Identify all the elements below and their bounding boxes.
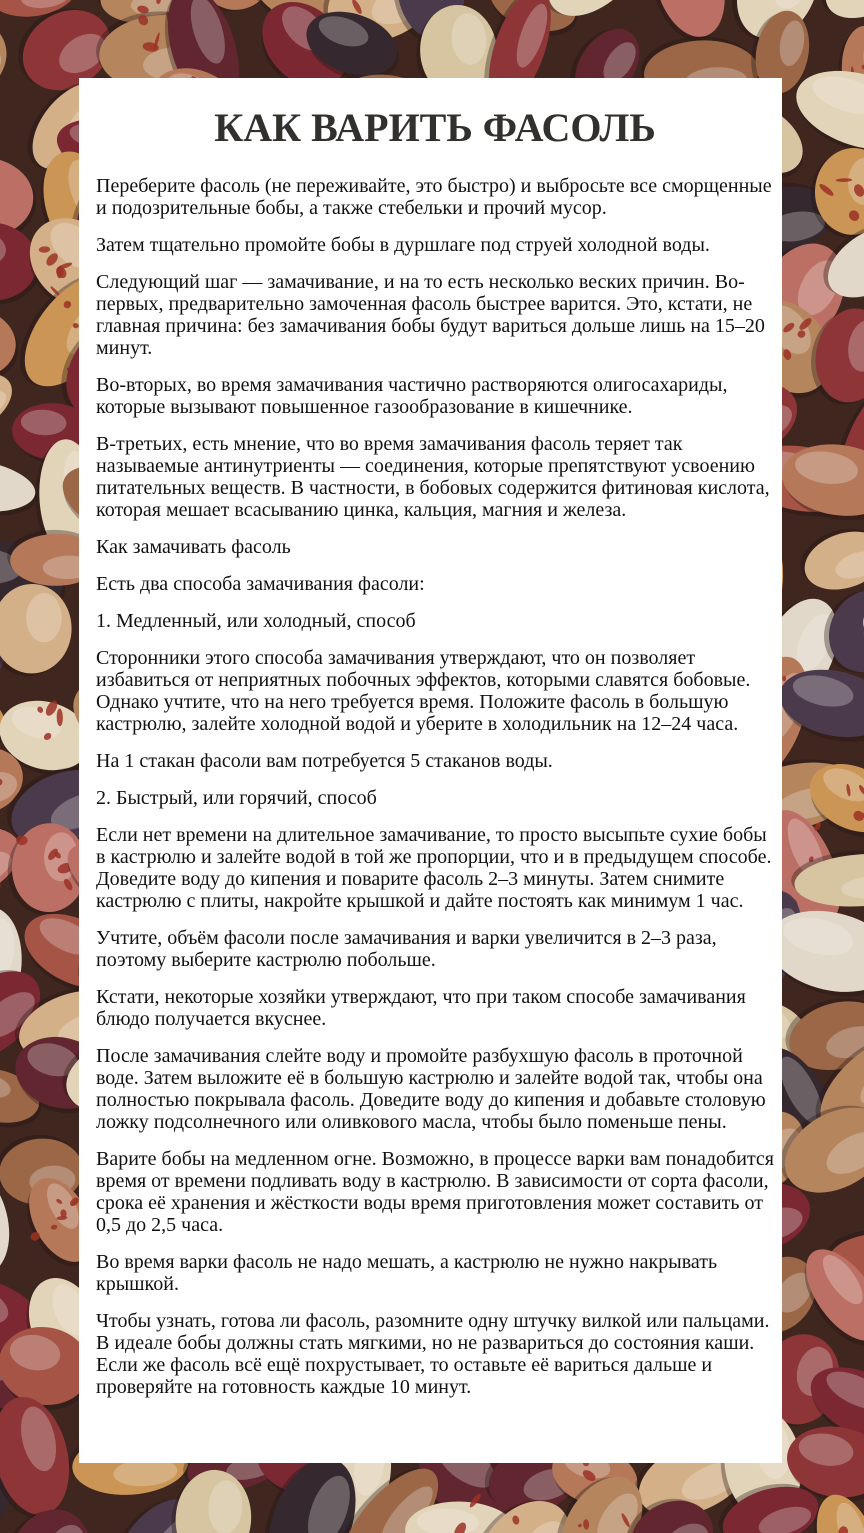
article-paragraph: Есть два способа замачивания фасоли: bbox=[96, 573, 425, 595]
article-paragraph: Кстати, некоторые хозяйки утверждают, что при таком способе замачивания блюдо получается вкуснее. bbox=[96, 986, 746, 1030]
article-paragraph: Чтобы узнать, готова ли фасоль, разомните одну штучку вилкой или пальцами. В идеале бобы должны стать мягкими, но не развариться до состояния каши. Если же фасоль всё ещё похрустывает, то оставьте её вариться дальше и проверяйте на готовность каждые 10 минут. bbox=[96, 1310, 770, 1398]
article-paragraph: Во-вторых, во время замачивания частично растворяются олигосахариды, которые вызывают повышенное газообразование в кишечнике. bbox=[96, 374, 728, 418]
article-paragraph: 2. Быстрый, или горячий, способ bbox=[96, 787, 377, 809]
article-paragraph: Если нет времени на длительное замачивание, то просто высыпьте сухие бобы в кастрюлю и залейте водой в той же пропорции, что и в предыдущем способе. Доведите воду до кипения и поварите фасоль 2–3 минуты. Затем снимите кастрюлю с плиты, накройте крышкой и дайте постоять как минимум 1 час. bbox=[96, 824, 772, 912]
article-paragraph: В-третьих, есть мнение, что во время замачивания фасоль теряет так называемые антинутриенты — соединения, которые препятствуют усвоению питательных веществ. В частности, в бобовых содержится фитиновая кислота, которая мешает всасыванию цинка, кальция, магния и железа. bbox=[96, 433, 770, 521]
article-paragraph: Во время варки фасоль не надо мешать, а кастрюлю не нужно накрывать крышкой. bbox=[96, 1251, 718, 1295]
article-paragraph: 1. Медленный, или холодный, способ bbox=[96, 610, 416, 632]
article-paragraph: Переберите фасоль (не переживайте, это быстро) и выбросьте все сморщенные и подозрительные бобы, а также стебельки и прочий мусор. bbox=[96, 175, 772, 219]
article-card bbox=[79, 78, 782, 1463]
article-paragraph: Как замачивать фасоль bbox=[96, 536, 291, 558]
article-paragraph: После замачивания слейте воду и промойте разбухшую фасоль в проточной воде. Затем выложите её в большую кастрюлю и залейте водой так, чтобы она полностью покрывала фасоль. Доведите воду до кипения и добавьте столовую ложку подсолнечного или оливкового масла, чтобы было поменьше пены. bbox=[96, 1045, 766, 1133]
article-paragraph: Сторонники этого способа замачивания утверждают, что он позволяет избавиться от неприятных побочных эффектов, которыми славятся бобовые. Однако учтите, что на него требуется время. Положите фасоль в большую кастрюлю, залейте холодной водой и уберите в холодильник на 12–24 часа. bbox=[96, 647, 751, 735]
article-paragraph: Учтите, объём фасоли после замачивания и варки увеличится в 2–3 раза, поэтому выберите кастрюлю побольше. bbox=[96, 927, 717, 971]
article-paragraph: Варите бобы на медленном огне. Возможно, в процессе варки вам понадобится время от времени подливать воду в кастрюлю. В зависимости от сорта фасоли, срока её хранения и жёсткости воды время приготовления может составить от 0,5 до 2,5 часа. bbox=[96, 1148, 774, 1236]
article-paragraph: Затем тщательно промойте бобы в дуршлаге под струей холодной воды. bbox=[96, 234, 710, 256]
article-paragraph: На 1 стакан фасоли вам потребуется 5 стаканов воды. bbox=[96, 750, 553, 772]
article-paragraph: Следующий шаг — замачивание, и на то есть несколько веских причин. Во-первых, предварительно замоченная фасоль быстрее варится. Это, кстати, не главная причина: без замачивания бобы будут вариться дольше лишь на 15–20 минут. bbox=[96, 271, 765, 359]
article-title: КАК ВАРИТЬ ФАСОЛЬ bbox=[214, 105, 656, 150]
article-body bbox=[96, 175, 774, 1398]
